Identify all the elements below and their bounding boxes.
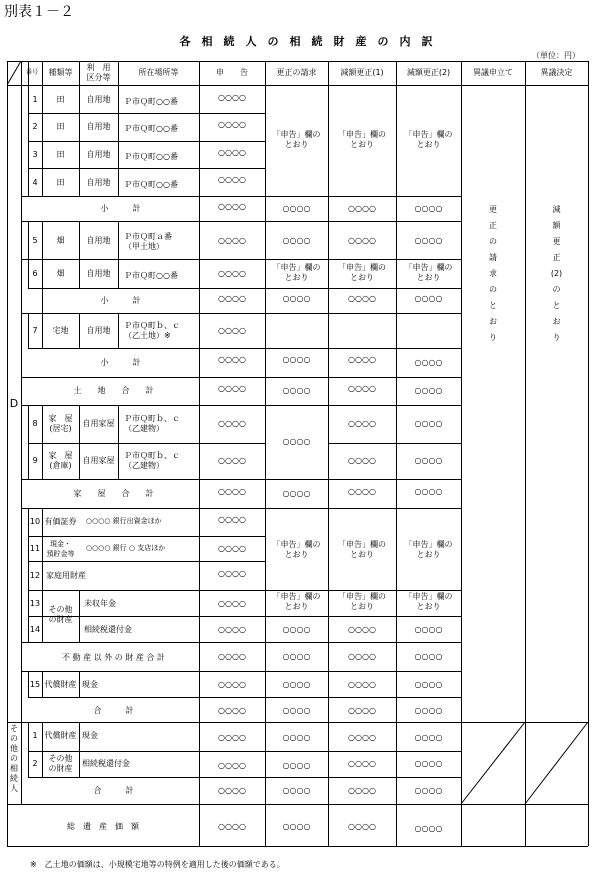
other-total-declaration: ○○○○ xyxy=(218,786,246,795)
non-real-estate-total-reduction-1: ○○○○ xyxy=(348,652,376,661)
row-2-use: 自用地 xyxy=(86,122,111,131)
row-2-kind: 田 xyxy=(56,122,65,131)
row-11-kind: 現金・ 預貯金等 xyxy=(46,540,75,558)
other-row-2-reduction-2: ○○○○ xyxy=(414,759,443,768)
document-label: 別表１－２ xyxy=(4,4,74,20)
row-9-location: Ｐ市Ｑ町ｂ、ｃ （乙建物） xyxy=(124,451,180,470)
other-row-1-no: 1 xyxy=(32,731,38,740)
land-total-reduction-1: ○○○○ xyxy=(348,384,376,393)
row-3-use: 自用地 xyxy=(86,150,111,159)
row-10-no: 10 xyxy=(29,517,41,526)
house-total-reduction-2: ○○○○ xyxy=(414,487,443,496)
row-5-reduction-2: ○○○○ xyxy=(414,236,443,245)
row-12-no: 12 xyxy=(29,571,41,580)
subtotal-3-correction: ○○○○ xyxy=(282,355,311,364)
land-total-reduction-2: ○○○○ xyxy=(414,386,443,395)
row-9-use: 自用家屋 xyxy=(82,456,115,465)
other-total-reduction-2: ○○○○ xyxy=(414,786,443,795)
house-total-reduction-1: ○○○○ xyxy=(348,487,376,496)
row-4-location: Ｐ市Ｑ町○○番 xyxy=(124,180,178,189)
subtotal-3-label: 小 計 xyxy=(100,358,141,367)
row-13-no: 13 xyxy=(29,599,41,608)
row-15-reduction-1: ○○○○ xyxy=(348,680,376,689)
other-total-label: 合 計 xyxy=(93,786,134,795)
row-8-no: 8 xyxy=(32,419,38,428)
row-9-reduction-1: ○○○○ xyxy=(348,456,376,465)
row-2-no: 2 xyxy=(32,122,38,131)
header-objection: 異議申立て xyxy=(473,68,513,77)
row-4-use: 自用地 xyxy=(86,178,111,187)
row-15-correction: ○○○○ xyxy=(282,680,311,689)
row-13-reduction-1: 「申告」欄の とおり xyxy=(338,592,386,611)
row-6-location: Ｐ市Ｑ町○○番 xyxy=(124,271,178,280)
subtotal-2-reduction-1: ○○○○ xyxy=(348,294,376,303)
heir-d-total-correction: ○○○○ xyxy=(282,706,311,715)
row-14-reduction-1: ○○○○ xyxy=(348,625,376,634)
row-9-declaration: ○○○○ xyxy=(218,456,246,465)
subtotal-1-reduction-1: ○○○○ xyxy=(348,204,376,213)
other-row-1-reduction-2: ○○○○ xyxy=(414,733,443,742)
header-use: 利 用 区分等 xyxy=(86,63,111,82)
row-5-no: 5 xyxy=(32,236,38,245)
grand-total-reduction-1: ○○○○ xyxy=(348,822,376,831)
row-14-correction: ○○○○ xyxy=(282,625,311,634)
house-total-declaration: ○○○○ xyxy=(218,487,246,496)
subtotal-3-reduction-2: ○○○○ xyxy=(414,358,443,367)
row-13-reduction-2: 「申告」欄の とおり xyxy=(404,592,453,611)
row-6-correction: 「申告」欄の とおり xyxy=(272,263,321,282)
rows-10-12-reduction-2: 「申告」欄の とおり xyxy=(404,540,453,559)
row-1-location: Ｐ市Ｑ町○○番 xyxy=(124,97,178,106)
row-4-declaration: ○○○○ xyxy=(218,175,246,184)
subtotal-2-label: 小 計 xyxy=(100,296,141,305)
row-2-declaration: ○○○○ xyxy=(218,120,246,129)
rows-1-4-correction-request: 「申告」欄の とおり xyxy=(272,130,321,149)
row-15-kind: 代償財産 xyxy=(44,680,77,689)
row-3-no: 3 xyxy=(32,150,38,159)
subtotal-2-correction: ○○○○ xyxy=(282,294,311,303)
row-11-location: ○○○○ 銀行 ○ 支店ほか xyxy=(86,544,166,552)
subtotal-1-reduction-2: ○○○○ xyxy=(414,204,443,213)
subtotal-3-declaration: ○○○○ xyxy=(218,355,246,364)
land-total-correction: ○○○○ xyxy=(282,386,311,395)
other-row-1-correction: ○○○○ xyxy=(282,733,311,742)
header-correction-request: 更正の請求 xyxy=(276,68,317,77)
heir-d-total-reduction-2: ○○○○ xyxy=(414,706,443,715)
row-5-kind: 畑 xyxy=(56,236,65,245)
grand-total-correction: ○○○○ xyxy=(282,822,311,831)
header-reduction-1: 減額更正(1) xyxy=(340,68,384,77)
row-6-kind: 畑 xyxy=(56,269,65,278)
row-8-reduction-1: ○○○○ xyxy=(348,419,376,428)
row-15-declaration: ○○○○ xyxy=(218,680,246,689)
other-row-2-no: 2 xyxy=(32,759,38,768)
subtotal-3-reduction-1: ○○○○ xyxy=(348,355,376,364)
row-6-reduction-1: 「申告」欄の とおり xyxy=(338,263,386,282)
other-total-reduction-1: ○○○○ xyxy=(348,786,376,795)
other-row-2-kind: その他 の財産 xyxy=(48,754,73,773)
row-11-no: 11 xyxy=(29,544,41,553)
row-15-location: 現金 xyxy=(82,680,98,689)
subtotal-1-label: 小 計 xyxy=(100,204,141,213)
other-row-2-reduction-1: ○○○○ xyxy=(348,759,376,768)
footnote: ※ 乙土地の価額は、小規模宅地等の特例を適用した後の価額である。 xyxy=(30,860,285,869)
row-7-kind: 宅地 xyxy=(52,326,69,335)
other-row-1-location: 現金 xyxy=(82,731,98,740)
row-14-reduction-2: ○○○○ xyxy=(414,625,443,634)
row-5-location: Ｐ市Ｑ町ａ番 （甲土地） xyxy=(124,232,172,251)
rows-10-12-correction: 「申告」欄の とおり xyxy=(272,540,321,559)
land-total-label: 土 地 合 計 xyxy=(73,386,154,395)
subtotal-2-declaration: ○○○○ xyxy=(218,294,246,303)
unit-label: （単位：円） xyxy=(532,51,580,60)
subtotal-2-reduction-2: ○○○○ xyxy=(414,294,443,303)
subtotal-1-declaration: ○○○○ xyxy=(218,202,246,211)
grand-total-reduction-2: ○○○○ xyxy=(414,824,443,833)
other-assets-label: その他 の財産 xyxy=(48,605,73,624)
row-13-declaration: ○○○○ xyxy=(218,599,246,608)
objection-merged-text: 更 正 の 請 求 の と お り xyxy=(489,205,497,342)
document-title: 各 相 続 人 の 相 続 財 産 の 内 訳 xyxy=(179,35,433,48)
row-12-declaration: ○○○○ xyxy=(218,569,246,578)
heir-d-total-reduction-1: ○○○○ xyxy=(348,706,376,715)
row-8-kind: 家 屋 (居宅) xyxy=(48,414,73,433)
other-row-1-reduction-1: ○○○○ xyxy=(348,733,376,742)
row-10-declaration: ○○○○ xyxy=(218,515,246,524)
land-total-declaration: ○○○○ xyxy=(218,384,246,393)
row-9-no: 9 xyxy=(32,456,38,465)
row-1-use: 自用地 xyxy=(86,95,111,104)
decision-merged-text: 減 額 更 正 (2) の と お り xyxy=(550,205,563,342)
non-real-estate-total-label: 不 動 産 以 外 の 財 産 合 計 xyxy=(62,653,165,662)
rows-1-4-reduction-2: 「申告」欄の とおり xyxy=(404,130,453,149)
header-no: 番号 xyxy=(25,69,38,76)
header-objection-decision: 異議決定 xyxy=(540,68,573,77)
row-11-declaration: ○○○○ xyxy=(218,544,246,553)
row-7-declaration: ○○○○ xyxy=(218,326,246,335)
other-row-2-correction: ○○○○ xyxy=(282,761,311,770)
row-3-declaration: ○○○○ xyxy=(218,148,246,157)
row-8-use: 自用家屋 xyxy=(82,419,115,428)
other-row-2-declaration: ○○○○ xyxy=(218,761,246,770)
row-8-reduction-2: ○○○○ xyxy=(414,419,443,428)
non-real-estate-total-declaration: ○○○○ xyxy=(218,652,246,661)
row-6-declaration: ○○○○ xyxy=(218,269,246,278)
row-4-kind: 田 xyxy=(56,178,65,187)
house-total-label: 家 屋 合 計 xyxy=(73,489,154,498)
row-1-no: 1 xyxy=(32,95,38,104)
other-heirs-label: その他の相続人 xyxy=(10,724,18,793)
subtotal-1-correction: ○○○○ xyxy=(282,204,311,213)
row-3-kind: 田 xyxy=(56,150,65,159)
row-6-use: 自用地 xyxy=(86,269,111,278)
row-15-reduction-2: ○○○○ xyxy=(414,680,443,689)
row-6-reduction-2: 「申告」欄の とおり xyxy=(404,263,453,282)
row-9-reduction-2: ○○○○ xyxy=(414,456,443,465)
rows-10-12-reduction-1: 「申告」欄の とおり xyxy=(338,540,386,559)
row-13-correction: 「申告」欄の とおり xyxy=(272,592,321,611)
header-reduction-2: 減額更正(2) xyxy=(406,68,451,77)
row-6-no: 6 xyxy=(32,269,38,278)
heir-d-total-label: 合 計 xyxy=(93,706,134,715)
other-row-1-kind: 代償財産 xyxy=(44,731,77,740)
row-5-reduction-1: ○○○○ xyxy=(348,236,376,245)
row-12-kind: 家庭用財産 xyxy=(46,571,86,580)
row-8-location: Ｐ市Ｑ町ｂ、ｃ （乙建物） xyxy=(124,414,180,433)
row-7-location: Ｐ市Ｑ町ｂ、ｃ （乙土地）※ xyxy=(124,321,180,340)
row-7-no: 7 xyxy=(32,326,38,335)
row-7-use: 自用地 xyxy=(86,326,111,335)
row-10-location: ○○○○ 銀行出資金ほか xyxy=(86,517,162,525)
row-3-location: Ｐ市Ｑ町○○番 xyxy=(124,152,178,161)
rows-8-9-correction: ○○○○ xyxy=(282,437,311,446)
grand-total-declaration: ○○○○ xyxy=(218,822,246,831)
row-14-location: 相続税還付金 xyxy=(84,625,132,634)
row-4-no: 4 xyxy=(32,178,38,187)
non-real-estate-total-correction: ○○○○ xyxy=(282,652,311,661)
heir-d-label: D xyxy=(9,397,19,410)
other-row-2-location: 相続税還付金 xyxy=(82,759,130,768)
row-14-declaration: ○○○○ xyxy=(218,625,246,634)
row-9-kind: 家 屋 (倉庫) xyxy=(48,451,73,470)
row-13-location: 未収年金 xyxy=(84,599,116,608)
grand-total-label: 総 遺 産 価 額 xyxy=(67,822,139,831)
header-kind: 種類等 xyxy=(48,68,73,77)
row-1-declaration: ○○○○ xyxy=(218,93,246,102)
other-total-correction: ○○○○ xyxy=(282,786,311,795)
row-15-no: 15 xyxy=(29,680,41,689)
row-10-kind: 有価証券 xyxy=(44,517,77,526)
row-8-declaration: ○○○○ xyxy=(218,419,246,428)
rows-1-4-reduction-1: 「申告」欄の とおり xyxy=(338,130,386,149)
other-row-1-declaration: ○○○○ xyxy=(218,733,246,742)
house-total-correction: ○○○○ xyxy=(282,489,311,498)
non-real-estate-total-reduction-2: ○○○○ xyxy=(414,652,443,661)
row-14-no: 14 xyxy=(29,625,41,634)
header-declaration: 申 告 xyxy=(216,68,248,77)
row-5-correction: ○○○○ xyxy=(282,236,311,245)
row-2-location: Ｐ市Ｑ町○○番 xyxy=(124,124,178,133)
header-location: 所在場所等 xyxy=(138,68,179,77)
row-1-kind: 田 xyxy=(56,95,65,104)
row-5-declaration: ○○○○ xyxy=(218,236,246,245)
row-5-use: 自用地 xyxy=(86,236,111,245)
heir-d-total-declaration: ○○○○ xyxy=(218,706,246,715)
